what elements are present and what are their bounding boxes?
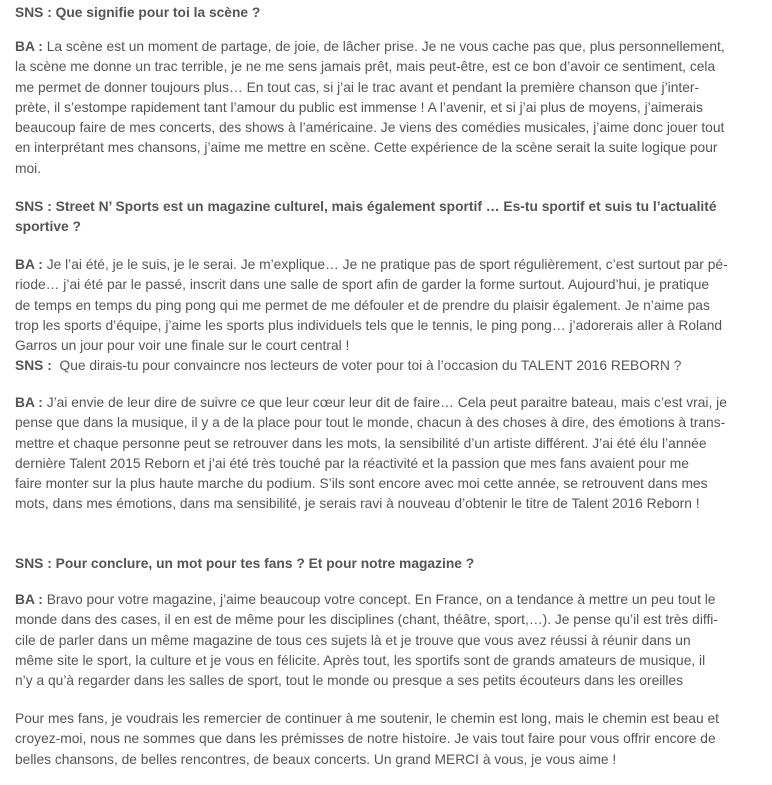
question-paragraph	[15, 554, 772, 574]
answer-line: beaucoup faire de mes concerts, des shows à l’américaine. Je viens des comédies musicales, j’aime donc jouer tout	[15, 120, 725, 136]
answer-line: la scène me donne un trac terrible, je ne me sens jamais prêt, mais peut-être, est ce bon d’avoir ce sentiment, cela	[15, 59, 716, 75]
question-text: Que dirais-tu pour convaincre nos lecteurs de voter pour toi à l’occasion du TALENT 2016 REBORN ?	[59, 358, 682, 374]
question-paragraph	[15, 3, 260, 23]
question-text: Que signifie pour toi la scène ?	[55, 5, 261, 20]
answer-line: n’y a qu’à regarder dans les salles de sport, tout le monde ou presque a ses petits écouteurs dans les oreilles	[15, 673, 684, 689]
answer-speaker: BA :	[15, 395, 43, 410]
answer-line: pense que dans la musique, il y a de la place pour tout le monde, chacun à des choses à dire, des émotions à trans-	[15, 415, 726, 431]
answer-line: de temps en temps du ping pong qui me permet de me défouler et de prendre du plaisir également. Je n’aime pas	[15, 297, 710, 313]
question-speaker: SNS :	[15, 199, 52, 214]
answer-speaker: BA :	[15, 39, 43, 54]
answer-line: prète, il s’estompe rapidement tant l’amour du public est immense ! A l’avenir, et si j’ai plus de moyens, j’aimerais	[15, 99, 703, 115]
answer-paragraph	[15, 37, 772, 179]
question-text: sportive ?	[15, 219, 81, 235]
answer-line: faire monter sur la plus haute marche du podium. S’ils sont encore avec moi cette année, se retrouvent dans mes	[15, 476, 708, 492]
answer-line: Bravo pour votre magazine, j’aime beaucoup votre concept. En France, on a tendance à mettre un peu tout le	[46, 592, 716, 607]
answer-paragraph	[15, 393, 772, 515]
answer-line: trop les sports d’équipe, j’aime les sports plus individuels tels que le tennis, le ping pong… j’adorerais aller à Roland	[15, 317, 723, 333]
paragraph-line: Pour mes fans, je voudrais les remercier de continuer à me soutenir, le chemin est long, mais le chemin est beau et	[15, 711, 719, 726]
answer-speaker: BA :	[15, 592, 43, 607]
answer-line: cile de parler dans un même magazine de tous ces sujets là et je trouve que vous avez réussi à réunir dans un	[15, 632, 691, 648]
answer-line: mettre et chaque personne peut se retrouver dans les mots, la sensibilité d’un artiste différent. J’ai été élu l’année	[15, 435, 707, 451]
answer-line: dernière Talent 2015 Reborn et j’ai été très touché par la réactivité et la passion que mes fans avaient pour me	[15, 455, 689, 471]
paragraph-line: belles chansons, de belles rencontres, de beaux concerts. Un grand MERCI à vous, je vous aime !	[15, 751, 617, 767]
question-text: Pour conclure, un mot pour tes fans ? Et pour notre magazine ?	[55, 556, 475, 571]
answer-line: Garros un jour pour voir une finale sur le court central !	[15, 338, 350, 354]
question-text: Street N’ Sports est un magazine culturel, mais également sportif … Es-tu sportif et suis tu l’actualité	[55, 199, 717, 214]
answer-line: La scène est un moment de partage, de joie, de lâcher prise. Je ne vous cache pas que, plus personnellement,	[46, 39, 725, 54]
paragraph-line: croyez-moi, nous ne sommes que dans les prémisses de notre histoire. Je vais tout faire pour vous offrir encore de	[15, 731, 716, 747]
answer-speaker: BA :	[15, 257, 43, 272]
question-speaker: SNS :	[15, 556, 52, 571]
answer-line: Je l’ai été, je le suis, je le serai. Je m’explique… Je ne pratique pas de sport régulièrement, c’est surtout par pé-	[46, 257, 728, 272]
answer-line: en interprétant mes chansons, j’aime me mettre en scène. Cette expérience de la scène serait la suite logique pour	[15, 140, 718, 156]
answer-line: monde dans des cases, il en est de même pour les disciplines (chant, théâtre, sport,…). Je pense qu’il est très diffi-	[15, 612, 718, 628]
closing-paragraph	[15, 709, 772, 770]
answer-line: riode… j’ai été par le passé, inscrit dans une salle de sport afin de garder la forme surtout. Aujourd’hui, je pratique	[15, 277, 710, 293]
question-speaker: SNS :	[15, 5, 52, 20]
answer-paragraph	[15, 590, 772, 691]
answer-line: me permet de donner toujours plus… En tout cas, si j’ai le trac avant et pendant la première chanson que j’inter-	[15, 79, 700, 95]
answer-line: moi.	[15, 160, 42, 176]
question-speaker: SNS :	[15, 358, 52, 374]
answer-line: mots, dans mes émotions, dans ma sensibilité, je serais ravi à nouveau d’obtenir le titre de Talent 2016 Reborn !	[15, 496, 700, 512]
answer-paragraph	[15, 255, 772, 377]
question-paragraph	[15, 197, 772, 238]
answer-line: J’ai envie de leur dire de suivre ce que leur cœur leur dit de faire… Cela peut paraitre bateau, mais c’est vrai, je	[46, 395, 727, 410]
answer-line: même site le sport, la culture et je vous en félicite. Après tout, les sportifs sont de grands amateurs de musique, il	[15, 652, 706, 668]
